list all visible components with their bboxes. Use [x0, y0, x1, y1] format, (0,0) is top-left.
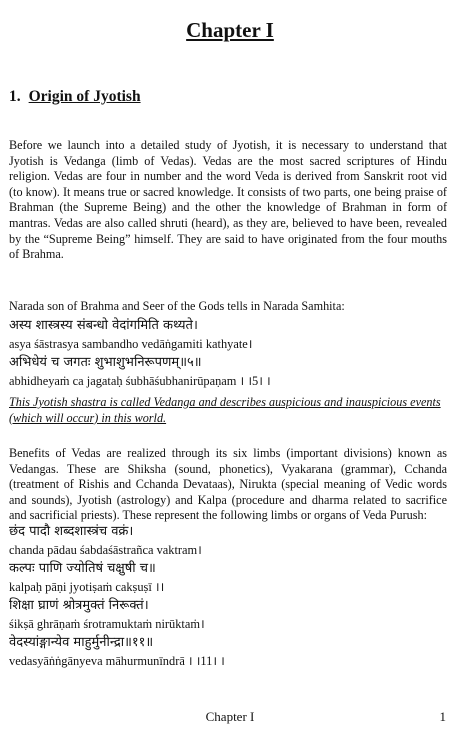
- verse-line-sanskrit: छंद पादौ शब्दशास्त्रंच वक्रं।: [9, 524, 134, 539]
- verse-block-2: [9, 522, 447, 670]
- verse-line-sanskrit: वेदस्यांङ्गान्येव माहुर्मुनीन्द्रा॥११॥: [9, 635, 154, 650]
- section-title: Origin of Jyotish: [28, 88, 141, 105]
- verse-line-sanskrit: कल्पः पाणि ज्योतिषं चक्षुषी च॥: [9, 561, 156, 576]
- section-heading: [9, 88, 141, 106]
- verse-block-1: [9, 316, 447, 390]
- vedangas-paragraph: Benefits of Vedas are realized through its six limbs (important divisions) known as Vedangas. These are Shiksha (sound, phonetics), Vyakarana (grammar), Cchanda (treatment of Rishis and Cchanda Devataas), Nirukta (special meaning of Vedic words and sounds), Jyotish (astrology) and Kalpa (procedure and dharma related to sacrifice and sacrificial priests). These represent the following limbs or organs of Veda Purush:: [9, 446, 447, 523]
- verse-translation: This Jyotish shastra is called Vedanga and describes auspicious and inauspicious events (which will occur) in this world.: [9, 395, 441, 425]
- verse-line-sanskrit: अभिधेयं च जगतः शुभाशुभनिरूपणम्॥५॥: [9, 355, 202, 370]
- verse-line-transliteration: chanda pādau śabdaśāstrañca vaktram।: [9, 543, 202, 557]
- page-number: 1: [439, 709, 446, 724]
- verse-line-sanskrit: अस्य शास्त्रस्य संबन्धो वेदांगमिति कथ्यते।: [9, 318, 198, 333]
- verse-line-transliteration: kalpaḥ pāṇi jyotiṣaṁ cakṣuṣī ।।: [9, 580, 165, 594]
- verse-line-transliteration: vedasyāṅṅgānyeva māhurmunīndrā । ।11। ।: [9, 654, 225, 668]
- verse-line-transliteration: śikṣā ghrāṇaṁ śrotramuktaṁ nirūktaṁ।: [9, 617, 205, 631]
- intro-paragraph: Before we launch into a detailed study of Jyotish, it is necessary to understand that Jyotish is Vedanga (limb of Vedas). Vedas are the most sacred scriptures of Hindu religion. Vedas are four in number and the word Veda is derived from Sanskrit root vid (to know). It means true or sacred knowledge. It consists of two parts, one being praise of Brahman (the Supreme Being) and the other the knowledge of Brahman in form of mantras. Vedas are also called shruti (heard), as they are, believed to have been, revealed by the “Supreme Being” himself. They are said to have originated from the four mouths of Brahma.: [9, 138, 447, 262]
- verse-line-sanskrit: शिक्षा घ्राणं श्रोत्रमुक्तं निरूक्तं।: [9, 598, 149, 613]
- verse-line-transliteration: abhidheyaṁ ca jagataḥ śubhāśubhanirūpaṇam । ।5। ।: [9, 374, 271, 388]
- narada-intro: Narada son of Brahma and Seer of the Gods tells in Narada Samhita:: [9, 299, 345, 313]
- section-number: 1.: [9, 88, 21, 105]
- footer-chapter-title: Chapter I: [205, 709, 255, 724]
- chapter-title: Chapter I: [186, 18, 274, 42]
- verse-line-transliteration: asya śāstrasya sambandho vedāṅgamiti kathyate।: [9, 337, 253, 351]
